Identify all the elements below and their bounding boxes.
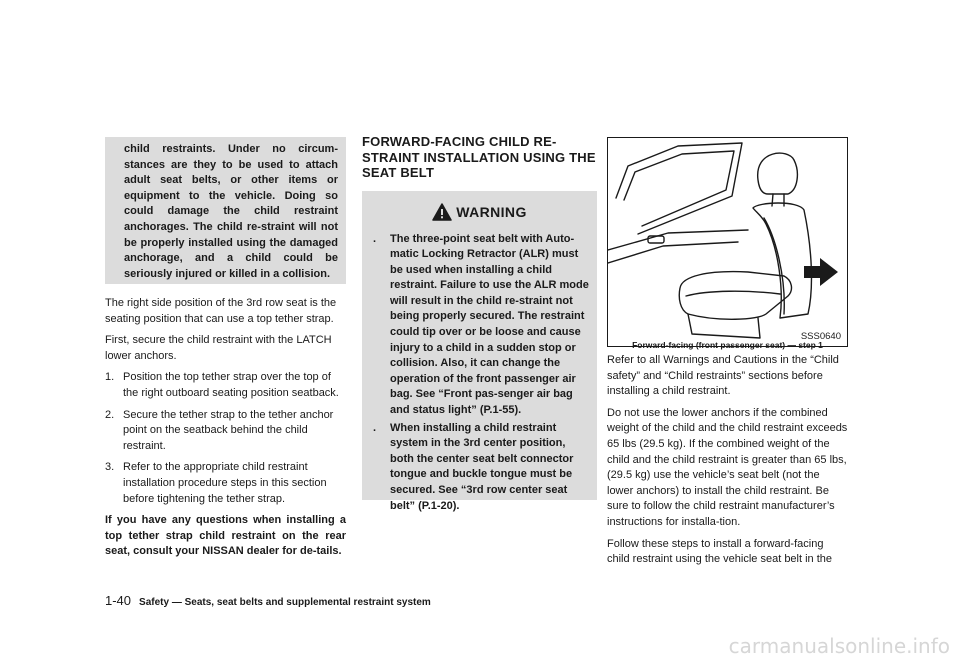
- column-3: [607, 353, 848, 574]
- seat-cushion: [679, 272, 791, 320]
- column-2: [362, 134, 597, 512]
- column-1: [105, 296, 346, 560]
- paragraph: First, secure the child restraint with the LATCH lower anchors.: [105, 334, 332, 362]
- warning-bullet: [370, 232, 589, 419]
- warning-triangle-icon: [432, 203, 452, 221]
- watermark: carmanualsonline.info: [728, 634, 950, 658]
- seat-drawing: [608, 138, 847, 346]
- warning-continuation-text: child restraints. Under no circum-stances are they to be used to attach adult seat belts, or other items or equipment to the vehicle. Doing so could damage the child restraint anchorages. The child re-straint will not be properly installed using the damaged anchorage, and a child could be seriously injured or killed in a collision.: [124, 143, 338, 280]
- bullet-mark: .: [373, 232, 377, 245]
- headrest: [758, 153, 798, 194]
- window-inner: [624, 151, 734, 226]
- paragraph: Do not use the lower anchors if the combined weight of the child and the child restraint exceeds 65 lbs (29.5 kg). If the combined weight of the child and the child restraint is greater than 65 lbs, (29.5 kg) use the vehicle’s seat belt (not the lower anchors) to install the child restraint. Be sure to follow the child restraint manufacturer’s instructions for installa-tion.: [607, 406, 848, 528]
- section-title: FORWARD-FACING CHILD RE- STRAINT INSTALLATION USING THE SEAT BELT: [362, 134, 596, 180]
- forward-arrow-icon: [804, 258, 838, 286]
- step-item: [105, 460, 346, 507]
- step-number: 2.: [105, 408, 115, 421]
- page-footer: [105, 593, 431, 608]
- paragraph: The right side position of the 3rd row seat is the seating position that can use a top tether strap.: [105, 297, 337, 325]
- step-text: Position the top tether strap over the top of the right outboard seating position seatback.: [123, 371, 339, 399]
- step-text: Secure the tether strap to the tether anchor point on the seatback behind the child restraint.: [123, 408, 334, 452]
- warning-label: WARNING: [456, 204, 527, 220]
- dealer-note: If you have any questions when installing a top tether strap child restraint on the rear seat, consult your NISSAN dealer for de-tails.: [105, 514, 346, 558]
- bullet-mark: .: [373, 421, 377, 434]
- step-item: [105, 408, 346, 455]
- page-number: 1-40: [105, 593, 132, 608]
- paragraph: Follow these steps to install a forward-facing child restraint using the vehicle seat belt in the: [607, 537, 833, 566]
- figure-code: SSS0640: [800, 331, 841, 342]
- step-text: Refer to the appropriate child restraint installation procedure steps in this section before tightening the tether strap.: [123, 461, 327, 505]
- window-frame: [616, 143, 742, 234]
- step-number: 1.: [105, 371, 115, 384]
- bullet-text: When installing a child restraint system in the 3rd center position, both the center seat belt connector tongue and buckle tongue must be secured. See “3rd row center seat belt” (P.1-20).: [390, 421, 574, 512]
- chapter-title: Safety — Seats, seat belts and supplemental restraint system: [139, 597, 431, 608]
- seat-illustration: [607, 137, 848, 347]
- paragraph: Refer to all Warnings and Cautions in the “Child safety” and “Child restraints” sections before installing a child restraint.: [607, 354, 839, 398]
- warning-bullet: [370, 421, 589, 515]
- warning-header: [370, 195, 589, 230]
- warning-continuation-box: [105, 137, 346, 284]
- bullet-text: The three-point seat belt with Auto-matic Locking Retractor (ALR) must be used when installing a child restraint. Failure to use the ALR mode will result in the child re-straint not being properly secured. The restraint could tip over or be loose and cause injury to a child in a sudden stop or collision. Also, it can change the operation of the front passenger air bag. See “Front pas-senger air bag and status light” (P.1-55).: [390, 232, 589, 417]
- step-number: 3.: [105, 461, 115, 474]
- numbered-steps: [105, 370, 346, 507]
- figure-caption: Forward-facing (front passenger seat) — step 1: [632, 340, 823, 350]
- warning-box: [362, 191, 597, 512]
- step-item: [105, 370, 346, 401]
